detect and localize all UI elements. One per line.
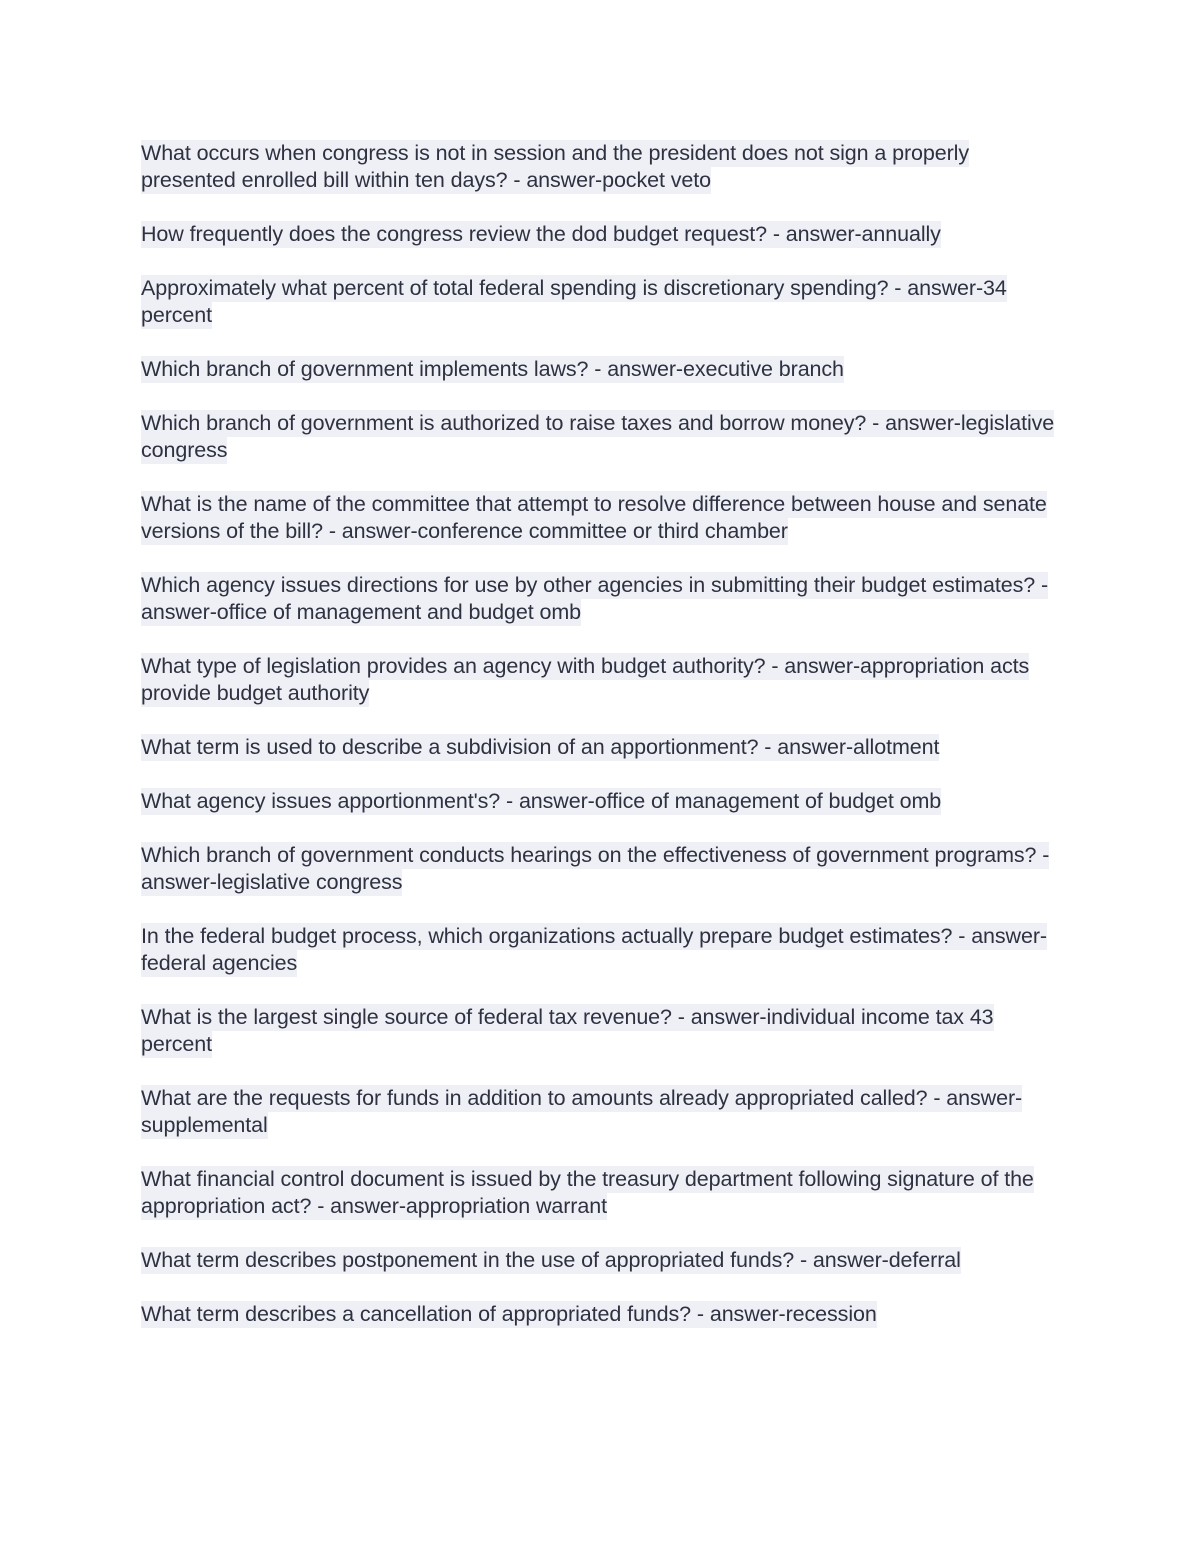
qa-item-discretionary-spending xyxy=(141,275,1066,329)
qa-item-supplemental xyxy=(141,1085,1066,1139)
qa-list xyxy=(141,140,1066,1355)
qa-item-conference-committee xyxy=(141,491,1066,545)
qa-text: What term describes postponement in the use of appropriated funds? - answer-deferral xyxy=(141,1248,961,1272)
qa-text: What occurs when congress is not in session and the president does not sign a properly presented enrolled bill within ten days? - answer-pocket veto xyxy=(141,141,969,192)
qa-text: What is the largest single source of federal tax revenue? - answer-individual income tax 43 percent xyxy=(141,1005,994,1056)
qa-item-appropriation-warrant xyxy=(141,1166,1066,1220)
qa-text: In the federal budget process, which organizations actually prepare budget estimates? - answer-federal agencies xyxy=(141,924,1047,975)
qa-text: What type of legislation provides an agency with budget authority? - answer-appropriation acts provide budget authority xyxy=(141,654,1030,705)
qa-item-budget-directions xyxy=(141,572,1066,626)
qa-item-recession xyxy=(141,1301,1066,1328)
qa-item-allotment xyxy=(141,734,1066,761)
qa-text: How frequently does the congress review the dod budget request? - answer-annually xyxy=(141,222,941,246)
qa-text: What is the name of the committee that attempt to resolve difference between house and senate versions of the bill? - answer-conference committee or third chamber xyxy=(141,492,1047,543)
qa-text: Which branch of government is authorized to raise taxes and borrow money? - answer-legislative congress xyxy=(141,411,1055,462)
qa-text: What agency issues apportionment's? - answer-office of management of budget omb xyxy=(141,789,942,813)
qa-item-deferral xyxy=(141,1247,1066,1274)
qa-text: What financial control document is issued by the treasury department following signature of the appropriation act? - answer-appropriation warrant xyxy=(141,1167,1034,1218)
qa-item-executive-branch xyxy=(141,356,1066,383)
qa-text: What term is used to describe a subdivision of an apportionment? - answer-allotment xyxy=(141,735,940,759)
qa-text: Which agency issues directions for use by other agencies in submitting their budget estimates? - answer-office of management and budget omb xyxy=(141,573,1049,624)
qa-item-raise-taxes xyxy=(141,410,1066,464)
qa-item-hearings xyxy=(141,842,1066,896)
qa-text: Which branch of government implements laws? - answer-executive branch xyxy=(141,357,844,381)
qa-item-tax-revenue xyxy=(141,1004,1066,1058)
qa-item-budget-estimates xyxy=(141,923,1066,977)
qa-text: Which branch of government conducts hearings on the effectiveness of government programs? - answer-legislative congress xyxy=(141,843,1050,894)
qa-item-apportionments xyxy=(141,788,1066,815)
qa-item-pocket-veto xyxy=(141,140,1066,194)
qa-text: What term describes a cancellation of appropriated funds? - answer-recession xyxy=(141,1302,877,1326)
qa-item-budget-authority xyxy=(141,653,1066,707)
qa-item-annually xyxy=(141,221,1066,248)
qa-text: Approximately what percent of total federal spending is discretionary spending? - answer-34 percent xyxy=(141,276,1007,327)
qa-text: What are the requests for funds in addition to amounts already appropriated called? - answer-supplemental xyxy=(141,1086,1023,1137)
